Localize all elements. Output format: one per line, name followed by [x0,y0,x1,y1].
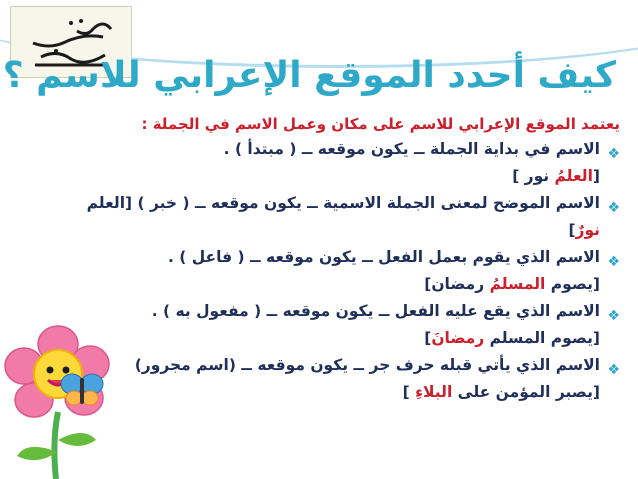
rule-example [60,217,620,244]
diamond-bullet-icon: ❖ [607,308,620,324]
diamond-bullet-icon: ❖ [607,362,620,378]
rule-item [60,244,620,271]
rule-item [60,190,620,217]
example-highlight: رمضانَ [431,329,485,347]
diamond-bullet-icon: ❖ [607,200,620,216]
rule-item [60,352,620,379]
butterfly-illustration [58,370,106,408]
diamond-bullet-icon: ❖ [607,254,620,270]
example-part: ] [402,383,416,401]
intro-line: يعتمد الموقع الإعرابي للاسم على مكان وعمل الاسم في الجملة : [141,115,620,133]
rule-example [60,271,620,298]
rule-item [60,298,620,325]
rule-example [60,163,620,190]
rule-text: الاسم في بداية الجملة ــ يكون موقعه ــ ( مبتدأ ) . [223,140,600,158]
slide-content [60,112,620,406]
example-part: [ [592,167,600,185]
rule-text: الاسم الموضح لمعنى الجملة الاسمية ــ يكون موقعه ــ ( خبر ) [العلم [86,194,600,212]
example-highlight: نورٌ [575,221,600,239]
example-part: رمضان] [424,275,490,293]
example-part: [يصوم المسلم [484,329,600,347]
rule-text: الاسم الذي يأتي قبله حرف جر ــ يكون موقعه ــ (اسم مجرور) [134,356,600,374]
example-part: [يصبر المؤمن على [452,383,600,401]
rule-text: الاسم الذي يقع عليه الفعل ــ يكون موقعه ــ ( مفعول به ) . [151,302,600,320]
rule-text: الاسم الذي يقوم بعمل الفعل ــ يكون موقعه ــ ( فاعل ) . [167,248,600,266]
diamond-bullet-icon: ❖ [607,146,620,162]
example-highlight: البلاءِ [415,383,453,401]
rule-item [60,136,620,163]
rule-example [60,379,620,406]
example-part: [يصوم [545,275,600,293]
rule-example [60,325,620,352]
example-highlight: العلمُ [554,167,593,185]
example-highlight: المسلمُ [489,275,546,293]
example-part: ] [568,221,576,239]
example-part: ] [424,329,432,347]
example-part: نور ] [512,167,555,185]
slide-title: كيف أحدد الموقع الإعرابي للاسم ؟ [2,55,616,96]
